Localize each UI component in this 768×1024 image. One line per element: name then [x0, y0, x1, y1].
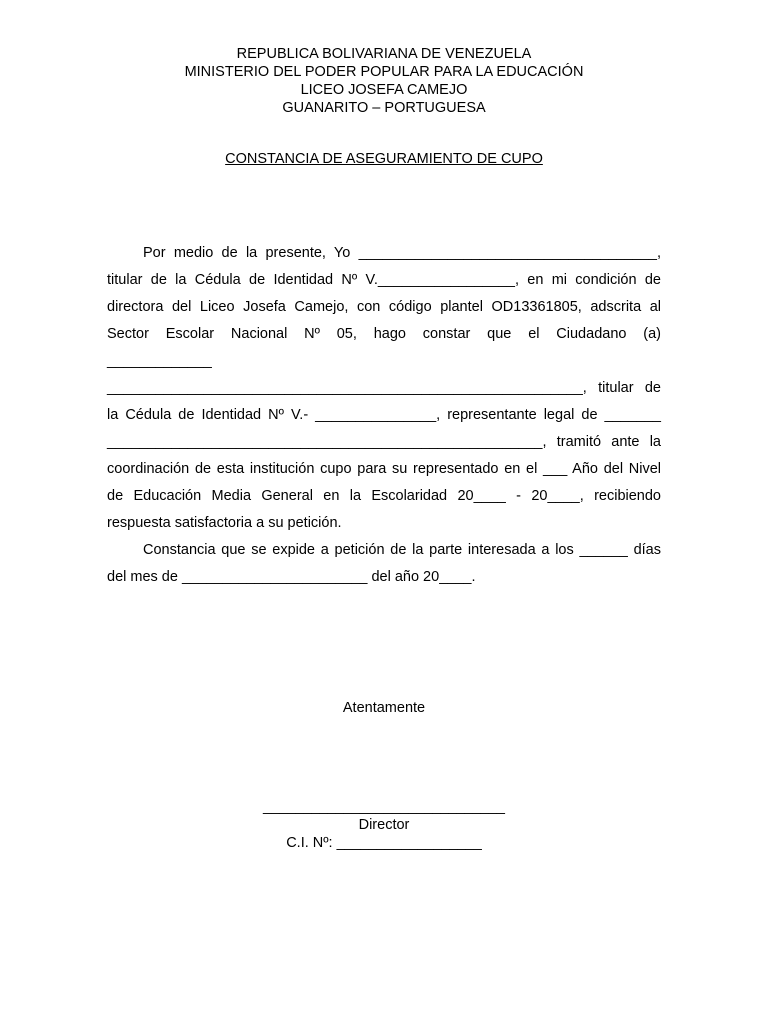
body-line: Constancia que se expide a petición de la parte interesada a los ______ días [143, 542, 661, 558]
signature-ci: C.I. Nº: __________________ [286, 835, 482, 851]
signature-block [0, 798, 768, 852]
signature-line: ______________________________ [263, 799, 505, 815]
body-line: ______________________________________________________, tramitó ante la [107, 434, 661, 450]
closing-salutation: Atentamente [342, 700, 426, 716]
letterhead-country: REPUBLICA BOLIVARIANA DE VENEZUELA [236, 46, 532, 62]
body-line: Por medio de la presente, Yo _____________________________________, [143, 245, 661, 261]
body-line: ___________________________________________________________, titular de [107, 380, 661, 396]
document-title-text: CONSTANCIA DE ASEGURAMIENTO DE CUPO [225, 151, 543, 167]
signature-role: Director [358, 817, 410, 833]
letterhead-school: LICEO JOSEFA CAMEJO [300, 82, 468, 98]
body-line: directora del Liceo Josefa Camejo, con código plantel OD13361805, adscrita al [107, 299, 661, 315]
body-line: la Cédula de Identidad Nº V.- _______________, representante legal de _______ [107, 407, 661, 423]
letterhead-location: GUANARITO – PORTUGUESA [282, 100, 486, 116]
body-line: titular de la Cédula de Identidad Nº V._________________, en mi condición de [107, 272, 661, 288]
body-line: de Educación Media General en la Escolaridad 20____ - 20____, recibiendo [107, 488, 661, 504]
body-line: respuesta satisfactoria a su petición. [107, 515, 342, 531]
body-line: Sector Escolar Nacional Nº 05, hago constar que el Ciudadano (a) [107, 326, 661, 342]
document-title [0, 150, 768, 168]
body-line: coordinación de esta institución cupo para su representado en el ___ Año del Nivel [107, 461, 661, 477]
body-line: _____________ [107, 353, 212, 369]
document-body [107, 240, 661, 591]
letterhead-ministry: MINISTERIO DEL PODER POPULAR PARA LA EDUCACIÓN [184, 64, 584, 80]
body-line: del mes de _______________________ del año 20____. [107, 569, 476, 585]
letterhead [0, 45, 768, 117]
